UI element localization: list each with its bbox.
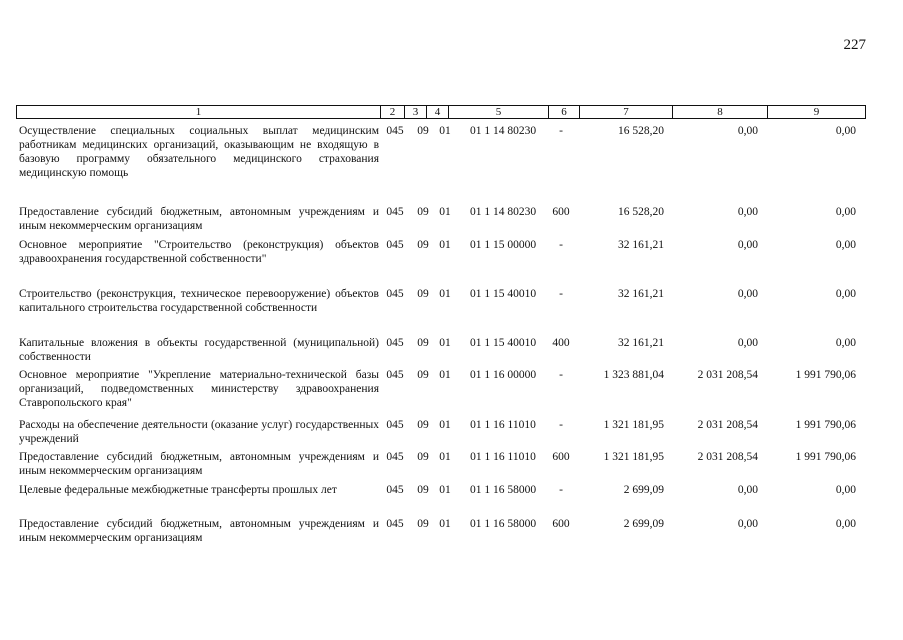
row-name: Целевые федеральные межбюджетные трансферты прошлых лет <box>19 484 337 496</box>
header-col-3: 3 <box>404 106 426 118</box>
header-col-8: 8 <box>672 106 767 118</box>
header-col-1: 1 <box>195 106 202 118</box>
row-name: Основное мероприятие "Строительство (реконструкция) объектов здравоохранения государственной собственности" <box>19 239 379 265</box>
row-name: Предоставление субсидий бюджетным, автономным учреждениям и иным некоммерческим организациям <box>19 206 379 232</box>
row-col-2: 045 <box>386 206 404 218</box>
row-col-3: 09 <box>417 451 429 463</box>
row-col-9: 0,00 <box>835 125 856 137</box>
row-col-5: 01 1 16 58000 <box>469 518 537 530</box>
row-col-5: 01 1 16 11010 <box>470 419 536 431</box>
row-col-7: 2 699,09 <box>623 484 664 496</box>
row-name: Предоставление субсидий бюджетным, автономным учреждениям и иным некоммерческим организациям <box>19 451 379 477</box>
row-col-6: - <box>559 239 563 251</box>
row-col-6: 600 <box>552 206 570 218</box>
row-col-4: 01 <box>439 288 451 300</box>
row-col-3: 09 <box>417 125 429 137</box>
row-col-9: 0,00 <box>835 518 856 530</box>
row-col-3: 09 <box>417 369 429 381</box>
row-col-6: - <box>559 369 563 381</box>
row-col-9: 1 991 790,06 <box>795 419 856 431</box>
row-col-7: 1 321 181,95 <box>603 419 664 431</box>
row-col-3: 09 <box>417 419 429 431</box>
row-col-5: 01 1 16 00000 <box>469 369 537 381</box>
row-col-4: 01 <box>439 206 451 218</box>
row-col-2: 045 <box>386 484 404 496</box>
row-col-7: 32 161,21 <box>618 288 664 300</box>
row-col-3: 09 <box>417 484 429 496</box>
row-col-8: 0,00 <box>737 337 758 349</box>
row-col-7: 1 323 881,04 <box>603 369 664 381</box>
row-col-4: 01 <box>439 125 451 137</box>
row-col-2: 045 <box>386 369 404 381</box>
header-col-5: 5 <box>448 106 548 118</box>
row-col-8: 0,00 <box>737 239 758 251</box>
row-col-2: 045 <box>386 518 404 530</box>
row-col-2: 045 <box>386 288 404 300</box>
row-col-7: 16 528,20 <box>618 206 664 218</box>
row-col-2: 045 <box>386 125 404 137</box>
row-col-5: 01 1 14 80230 <box>469 125 537 137</box>
row-col-4: 01 <box>439 518 451 530</box>
row-col-9: 0,00 <box>835 239 856 251</box>
row-col-6: - <box>559 484 563 496</box>
row-col-7: 32 161,21 <box>618 239 664 251</box>
row-col-8: 0,00 <box>737 518 758 530</box>
row-col-4: 01 <box>439 484 451 496</box>
row-col-9: 1 991 790,06 <box>795 369 856 381</box>
row-col-9: 1 991 790,06 <box>795 451 856 463</box>
row-col-4: 01 <box>439 337 451 349</box>
row-col-5: 01 1 16 58000 <box>469 484 537 496</box>
row-col-9: 0,00 <box>835 288 856 300</box>
row-col-6: 600 <box>552 451 570 463</box>
row-col-5: 01 1 15 40010 <box>469 337 537 349</box>
row-col-7: 1 321 181,95 <box>603 451 664 463</box>
row-col-3: 09 <box>417 239 429 251</box>
header-col-6: 6 <box>548 106 579 118</box>
header-col-9: 9 <box>767 106 865 118</box>
row-col-6: - <box>559 419 563 431</box>
row-name: Предоставление субсидий бюджетным, автономным учреждениям и иным некоммерческим организациям <box>19 518 379 544</box>
row-name: Капитальные вложения в объекты государственной (муниципальной) собственности <box>19 337 379 363</box>
row-col-3: 09 <box>417 288 429 300</box>
row-col-8: 0,00 <box>737 125 758 137</box>
row-col-6: 600 <box>552 518 570 530</box>
row-col-7: 2 699,09 <box>623 518 664 530</box>
row-col-6: - <box>559 125 563 137</box>
table-header <box>16 105 866 119</box>
row-col-3: 09 <box>417 518 429 530</box>
row-col-4: 01 <box>439 369 451 381</box>
header-col-4: 4 <box>426 106 448 118</box>
row-col-5: 01 1 15 40010 <box>469 288 537 300</box>
row-name: Основное мероприятие "Укрепление материально-технической базы организаций, подведомственных министерству здравоохранения Ставропольского края" <box>19 369 379 409</box>
row-col-5: 01 1 15 00000 <box>469 239 537 251</box>
row-col-9: 0,00 <box>835 206 856 218</box>
row-col-8: 0,00 <box>737 288 758 300</box>
row-name: Расходы на обеспечение деятельности (оказание услуг) государственных учреждений <box>19 419 379 445</box>
header-col-2: 2 <box>380 106 404 118</box>
row-col-6: - <box>559 288 563 300</box>
row-col-2: 045 <box>386 451 404 463</box>
row-col-2: 045 <box>386 239 404 251</box>
row-col-2: 045 <box>386 419 404 431</box>
row-col-6: 400 <box>552 337 570 349</box>
row-col-4: 01 <box>439 239 451 251</box>
row-col-8: 2 031 208,54 <box>697 419 758 431</box>
row-name: Осуществление специальных социальных выплат медицинским работникам медицинских организаций, оказывающим не входящую в базовую программу обязательного медицинского страхования медицинскую помощь <box>19 125 379 179</box>
row-col-9: 0,00 <box>835 337 856 349</box>
page-number: 227 <box>843 37 866 53</box>
row-col-3: 09 <box>417 337 429 349</box>
row-col-3: 09 <box>417 206 429 218</box>
row-col-7: 32 161,21 <box>618 337 664 349</box>
row-col-8: 0,00 <box>737 484 758 496</box>
row-col-2: 045 <box>386 337 404 349</box>
row-col-5: 01 1 14 80230 <box>469 206 537 218</box>
row-col-5: 01 1 16 11010 <box>470 451 536 463</box>
row-col-8: 0,00 <box>737 206 758 218</box>
row-col-7: 16 528,20 <box>618 125 664 137</box>
row-col-4: 01 <box>439 451 451 463</box>
row-col-8: 2 031 208,54 <box>697 451 758 463</box>
row-col-8: 2 031 208,54 <box>697 369 758 381</box>
header-col-7: 7 <box>579 106 672 118</box>
row-col-4: 01 <box>439 419 451 431</box>
row-col-9: 0,00 <box>835 484 856 496</box>
row-name: Строительство (реконструкция, техническое перевооружение) объектов капитального строительства государственной собственности <box>19 288 379 314</box>
